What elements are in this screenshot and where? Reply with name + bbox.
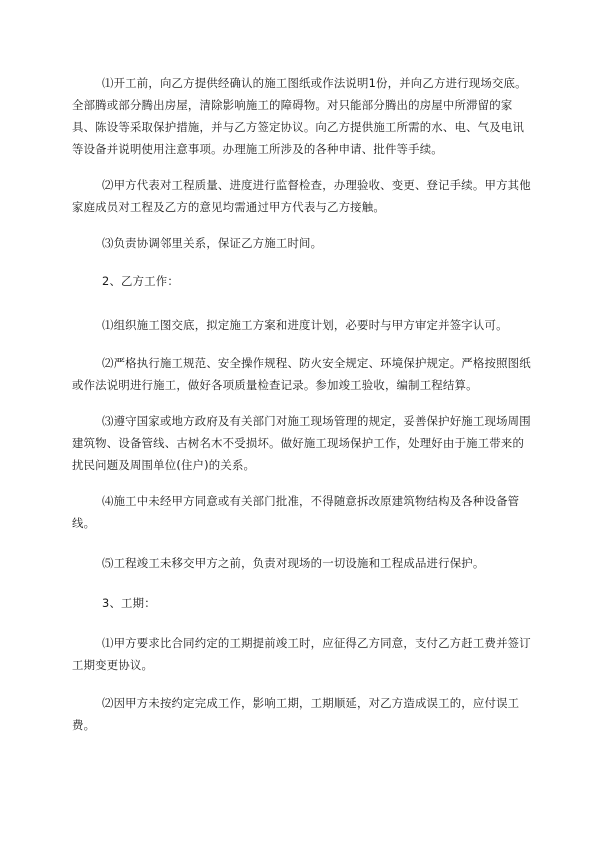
paragraph-party-b-item-5: ⑸工程竣工未移交甲方之前，负责对现场的一切设施和工程成品进行保护。 (102, 556, 485, 570)
paragraph-party-b-item-3: ⑶遵守国家或地方政府及有关部门对施工现场管理的规定，妥善保护好施工现场周围建筑物、设备管线、古树名木不受损坏。做好施工现场保护工作，处理好由于施工带来的扰民问题及周围单位(住户)的关系。 (72, 414, 531, 472)
paragraph-party-b-item-4: ⑷施工中未经甲方同意或有关部门批准，不得随意拆改原建筑物结构及各种设备管线。 (72, 494, 520, 530)
paragraph-party-a-item-2: ⑵甲方代表对工程质量、进度进行监督检查，办理验收、变更、登记手续。甲方其他家庭成员对工程及乙方的意见均需通过甲方代表与乙方接触。 (72, 178, 531, 214)
section-heading-party-b: 2、乙方工作： (102, 274, 179, 288)
paragraph-party-b-item-1: ⑴组织施工图交底，拟定施工方案和进度计划，必要时与甲方审定并签字认可。 (102, 318, 508, 332)
paragraph-party-a-item-3: ⑶负责协调邻里关系，保证乙方施工时间。 (102, 236, 323, 250)
section-heading-schedule: 3、工期： (102, 596, 156, 610)
paragraph-schedule-item-1: ⑴甲方要求比合同约定的工期提前竣工时，应征得乙方同意，支付乙方赶工费并签订工期变更协议。 (72, 636, 531, 672)
paragraph-schedule-item-2: ⑵因甲方未按约定完成工作，影响工期，工期顺延，对乙方造成误工的，应付误工费。 (72, 696, 520, 732)
paragraph-party-a-item-1: ⑴开工前，向乙方提供经确认的施工图纸或作法说明1份，并向乙方进行现场交底。全部腾或部分腾出房屋，清除影响施工的障碍物。对只能部分腾出的房屋中所滞留的家具、陈设等采取保护措施，并与乙方签定协议。向乙方提供施工所需的水、电、气及电讯等设备并说明使用注意事项。办理施工所涉及的各种申请、批件等手续。 (72, 76, 527, 156)
paragraph-party-b-item-2: ⑵严格执行施工规范、安全操作规程、防火安全规定、环境保护规定。严格按照图纸或作法说明进行施工，做好各项质量检查记录。参加竣工验收，编制工程结算。 (72, 356, 531, 392)
